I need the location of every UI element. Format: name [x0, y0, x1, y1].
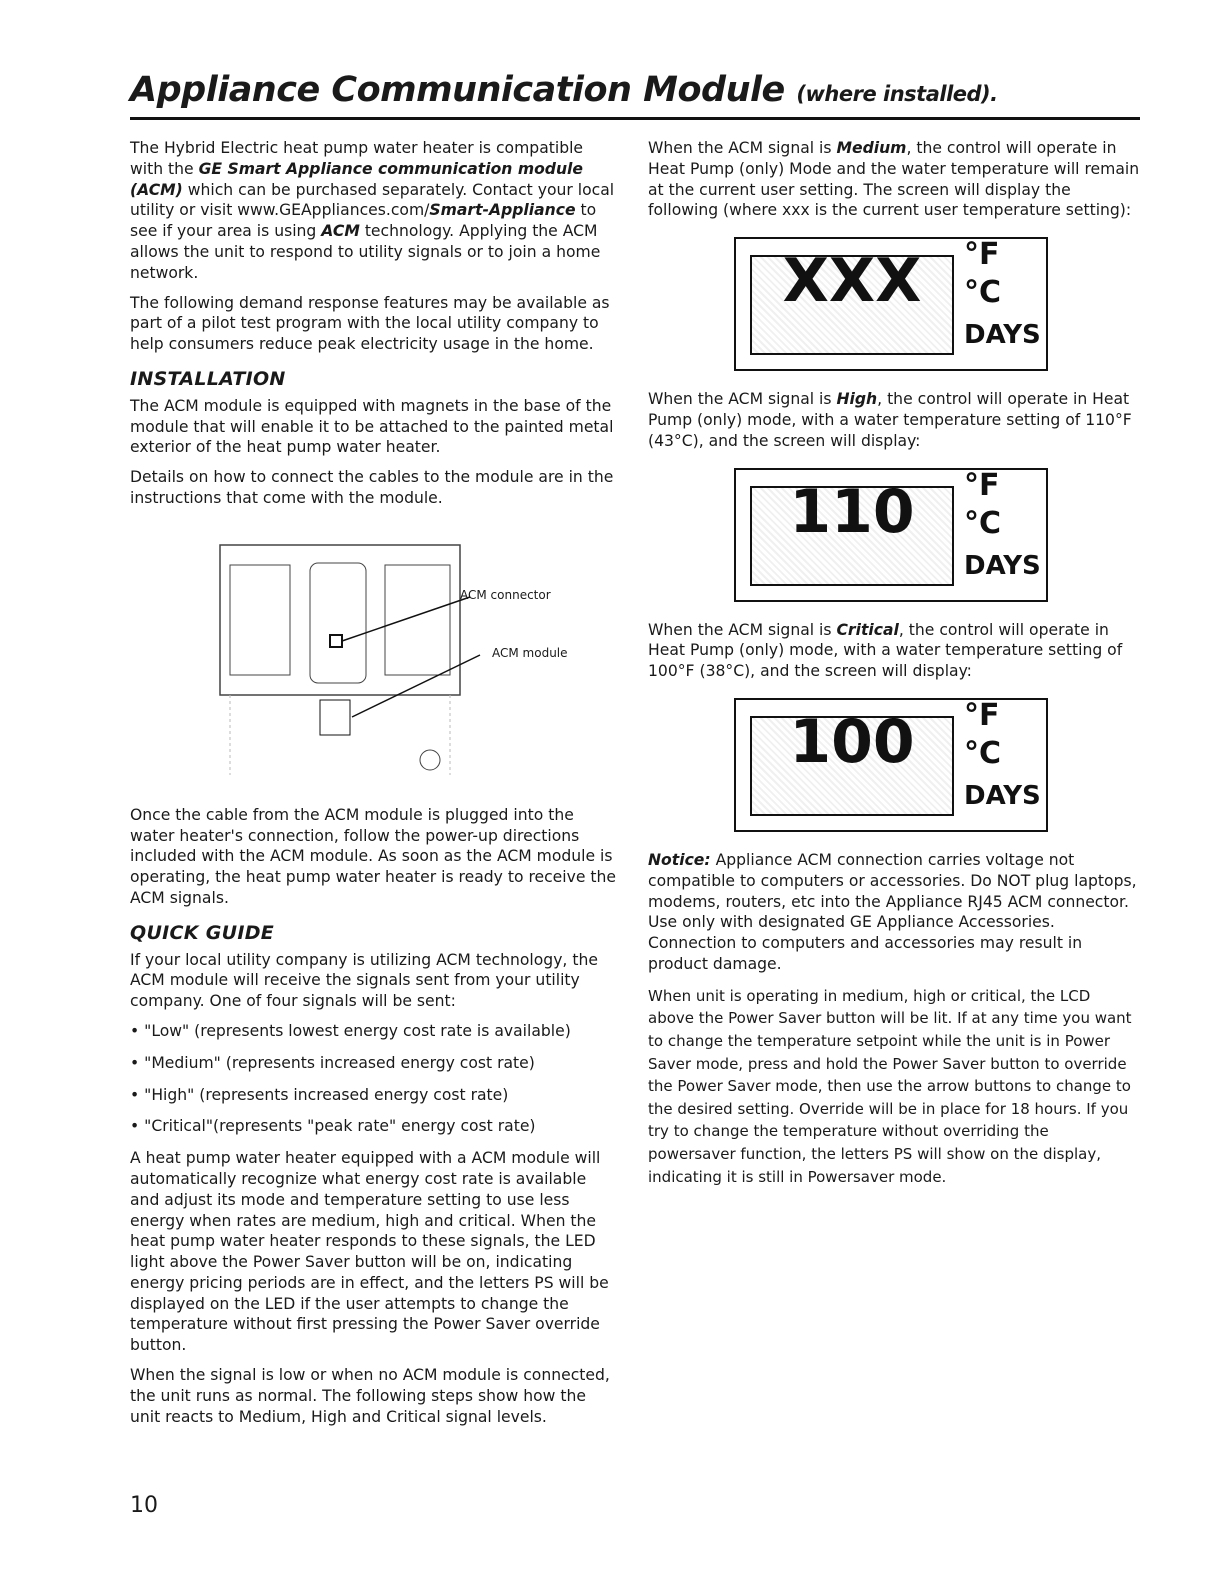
list-item: • "High" (represents increased energy cost rate) [130, 1085, 620, 1106]
lcd-display-critical [734, 698, 1048, 832]
title-sub: (where installed). [796, 82, 998, 106]
quick-guide-heading: QUICK GUIDE [130, 921, 275, 944]
quick-guide-paragraph: If your local utility company is utilizing ACM technology, the ACM module will receive the signals sent from your utility company. One of four signals will be sent: [130, 950, 598, 1011]
fahrenheit-unit: °F [964, 697, 1000, 733]
title-main: Appliance Communication Module [130, 70, 785, 110]
acm-connector-label: ACM connector [460, 587, 551, 602]
title-rule [130, 117, 1140, 120]
celsius-unit: °C [964, 275, 1002, 311]
list-item: • "Critical"(represents "peak rate" energy cost rate) [130, 1116, 620, 1137]
critical-paragraph: When the ACM signal is Critical, the control will operate in Heat Pump (only) mode, with a water temperature setting of 100°F (38°C), and the screen will display: [648, 620, 1123, 681]
demand-paragraph: The following demand response features may be available as part of a pilot test program with the local utility company to help consumers reduce peak electricity usage in the home. [130, 293, 610, 354]
right-column [648, 138, 1140, 1197]
power-up-paragraph: Once the cable from the ACM module is plugged into the water heater's connection, follow the power-up directions included with the ACM module. As soon as the ACM module is operating, the heat pump water heater is ready to receive the ACM signals. [130, 805, 616, 907]
acm-module-label: ACM module [492, 645, 568, 660]
installation-heading: INSTALLATION [130, 367, 286, 390]
list-item: • "Medium" (represents increased energy cost rate) [130, 1053, 620, 1074]
notice-paragraph: Notice: Appliance ACM connection carries voltage not compatible to computers or accessories. Do NOT plug laptops, modems, routers, etc into the Appliance RJ45 ACM connector. Use only with designated GE Appliance Accessories. Connection to computers and accessories may result in product damage. [648, 850, 1137, 973]
signal-list [130, 1021, 620, 1137]
lcd-display-medium [734, 237, 1048, 371]
left-column [130, 138, 620, 1436]
install-paragraph-2: Details on how to connect the cables to the module are in the instructions that come with the module. [130, 468, 614, 507]
power-saver-paragraph: When unit is operating in medium, high or critical, the LCD above the Power Saver button will be lit. If at any time you want to change the temperature setpoint while the unit is in Power Saver mode, press and hold the Power Saver button to override the Power Saver mode, then use the arrow buttons to change to the desired setting. Override will be in place for 18 hours. If you try to change the temperature without overriding the powersaver function, the letters PS will show on the display, indicating it is still in Powersaver mode. [648, 986, 1132, 1186]
days-unit: DAYS [964, 780, 1041, 811]
page-number: 10 [130, 1493, 158, 1518]
celsius-unit: °C [964, 505, 1002, 541]
page-title [130, 70, 998, 110]
acm-installation-figure [130, 535, 600, 785]
lcd-value: XXX [782, 246, 922, 317]
celsius-unit: °C [964, 735, 1002, 771]
days-unit: DAYS [964, 320, 1041, 351]
signal-low-paragraph: When the signal is low or when no ACM module is connected, the unit runs as normal. The following steps show how the unit reacts to Medium, High and Critical signal levels. [130, 1366, 610, 1426]
intro-paragraph: The Hybrid Electric heat pump water heater is compatible with the GE Smart Appliance communication module (ACM) which can be purchased separately. Contact your local utility or visit www.GEAppliances.com/Smart-Appliance to see if your area is using ACM technology. Applying the ACM allows the unit to respond to utility signals or to join a home network. [130, 139, 615, 282]
list-item: • "Low" (represents lowest energy cost rate is available) [130, 1021, 620, 1042]
fahrenheit-unit: °F [964, 467, 1000, 503]
fahrenheit-unit: °F [964, 237, 1000, 273]
days-unit: DAYS [964, 550, 1041, 581]
lcd-display-high [734, 468, 1048, 602]
install-paragraph-1: The ACM module is equipped with magnets in the base of the module that will enable it to be attached to the painted metal exterior of the heat pump water heater. [130, 396, 614, 457]
lcd-value: 110 [789, 476, 915, 547]
high-paragraph: When the ACM signal is High, the control will operate in Heat Pump (only) mode, with a water temperature setting of 110°F (43°C), and the screen will display: [648, 390, 1132, 450]
lcd-value: 100 [789, 706, 915, 777]
medium-paragraph: When the ACM signal is Medium, the control will operate in Heat Pump (only) Mode and the water temperature will remain at the current user setting. The screen will display the following (where xxx is the current user temperature setting): [648, 139, 1140, 220]
auto-adjust-paragraph: A heat pump water heater equipped with a ACM module will automatically recognize what energy cost rate is available and adjust its mode and temperature setting to use less energy when rates are medium, high and critical. When the heat pump water heater responds to these signals, the LED light above the Power Saver button will be on, indicating energy pricing periods are in effect, and the letters PS will be displayed on the LED if the user attempts to change the temperature without first pressing the Power Saver override button. [130, 1149, 609, 1355]
